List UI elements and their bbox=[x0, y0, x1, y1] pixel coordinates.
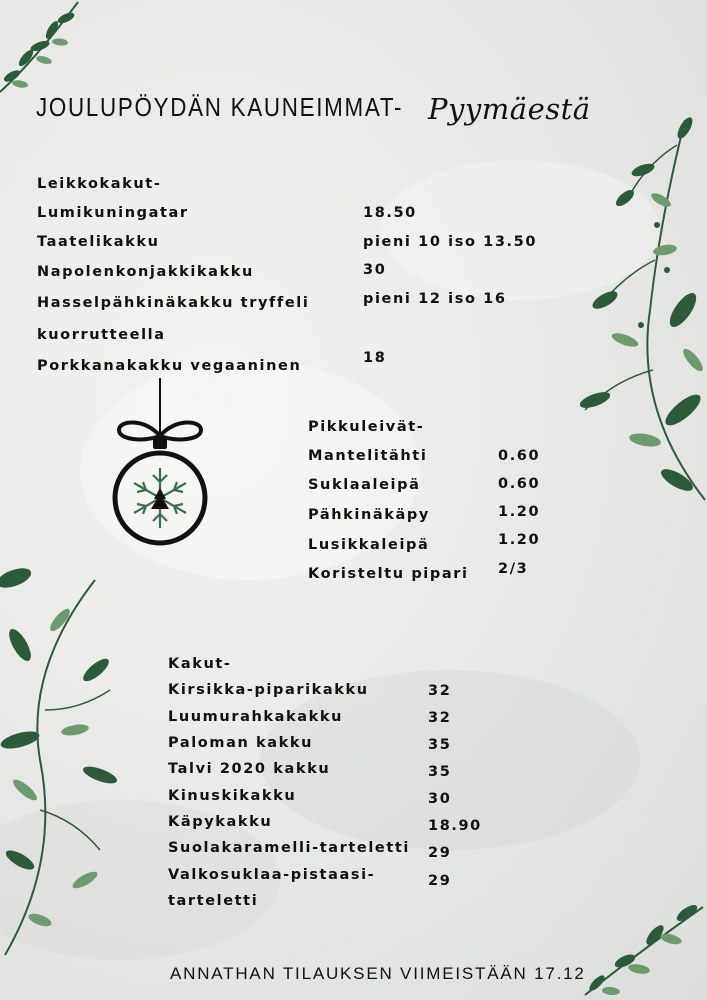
leaf-garland-bottom-left-icon bbox=[0, 560, 130, 960]
item-price: 29 bbox=[428, 873, 452, 889]
item-name: Paloman kakku bbox=[168, 735, 314, 751]
item-name: Kirsikka-piparikakku bbox=[168, 682, 369, 698]
item-name: Hasselpähkinäkakku tryffeli bbox=[37, 295, 310, 311]
item-price: 35 bbox=[428, 737, 452, 753]
item-name: Porkkanakakku vegaaninen bbox=[37, 358, 302, 374]
item-price: pieni 10 iso 13.50 bbox=[363, 234, 538, 250]
item-name: Napolenkonjakkikakku bbox=[37, 264, 254, 280]
item-price: 32 bbox=[428, 710, 452, 726]
christmas-ornament-icon bbox=[105, 378, 215, 550]
item-name: Talvi 2020 kakku bbox=[168, 761, 331, 777]
section-heading: Leikkokakut- bbox=[37, 176, 162, 192]
item-price: 18.90 bbox=[428, 818, 482, 834]
item-name: Suolakaramelli-tarteletti bbox=[168, 840, 410, 856]
item-name: Kinuskikakku bbox=[168, 788, 297, 804]
item-price: 30 bbox=[363, 262, 387, 278]
item-name: Lumikuningatar bbox=[37, 205, 189, 221]
item-name: Luumurahkakakku bbox=[168, 709, 344, 725]
item-price: 35 bbox=[428, 764, 452, 780]
item-price: 0.60 bbox=[498, 476, 541, 492]
item-name-continued: tarteletti bbox=[168, 893, 259, 909]
item-name: Taatelikakku bbox=[37, 234, 160, 250]
item-price: 30 bbox=[428, 791, 452, 807]
item-price: 0.60 bbox=[498, 448, 541, 464]
order-deadline-footer: ANNATHAN TILAUKSEN VIIMEISTÄÄN 17.12 bbox=[170, 964, 586, 983]
leaf-garland-right-icon bbox=[565, 110, 707, 510]
item-price: 1.20 bbox=[498, 532, 541, 548]
item-name: Lusikkaleipä bbox=[308, 537, 430, 553]
item-price: 18.50 bbox=[363, 205, 417, 221]
item-name: Mantelitähti bbox=[308, 448, 428, 464]
item-name: Koristeltu pipari bbox=[308, 566, 469, 582]
section-heading: Pikkuleivät- bbox=[308, 419, 425, 435]
item-price: 18 bbox=[363, 350, 387, 366]
item-price: 2/3 bbox=[498, 561, 529, 577]
item-price: 1.20 bbox=[498, 504, 541, 520]
leaf-garland-top-left-icon bbox=[0, 0, 90, 100]
item-price: 29 bbox=[428, 845, 452, 861]
item-price: 32 bbox=[428, 683, 452, 699]
item-price: pieni 12 iso 16 bbox=[363, 291, 507, 307]
item-name-continued: kuorrutteella bbox=[37, 327, 166, 343]
item-name: Suklaaleipä bbox=[308, 477, 421, 493]
leaf-garland-bottom-right-icon bbox=[575, 895, 707, 1000]
item-name: Pähkinäkäpy bbox=[308, 507, 430, 523]
page-title: JOULUPÖYDÄN KAUNEIMMAT- bbox=[36, 92, 404, 122]
section-heading: Kakut- bbox=[168, 656, 232, 672]
item-name: Käpykakku bbox=[168, 814, 273, 830]
script-subtitle: Pyymäestä bbox=[428, 92, 591, 126]
item-name: Valkosuklaa-pistaasi- bbox=[168, 867, 376, 883]
